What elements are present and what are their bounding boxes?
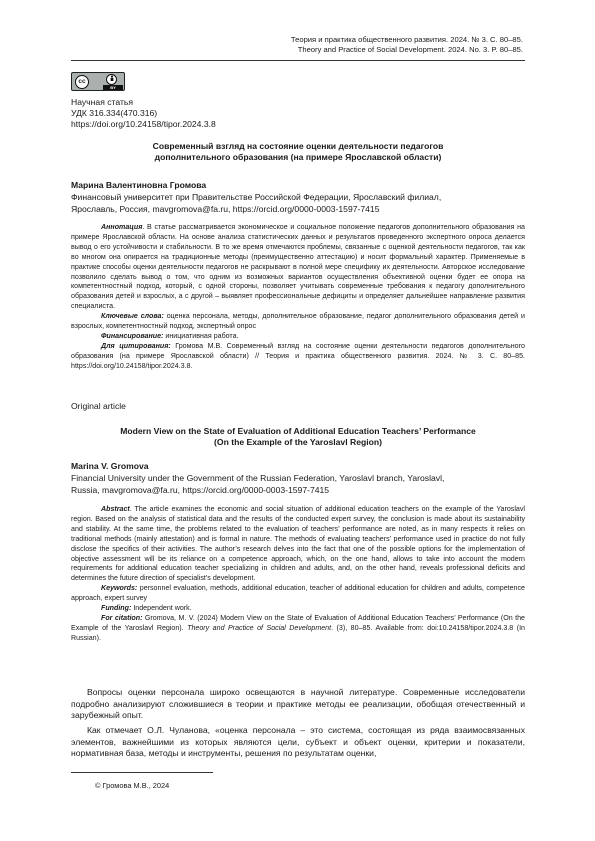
citation-journal-en: Theory and Practice of Social Development: [187, 623, 332, 632]
affil-en-line1: Financial University under the Government of the Russian Federation, Yaroslavl branch, Yaroslavl,: [71, 473, 445, 483]
funding-text-ru: инициативная работа.: [163, 331, 239, 340]
header-line-en: Theory and Practice of Social Development. 2024. No. 3. P. 80–85.: [297, 45, 523, 54]
copyright-footnote: © Громова М.В., 2024: [95, 781, 170, 790]
article-meta-ru: [71, 97, 216, 130]
citation-text-ru: Громова М.В. Современный взгляд на состояние оценки деятельности педагогов дополнительного образования (на примере Ярославской области) // Теория и практика общественного развития. 2024. № 3. С. 80–85. https://doi.org/10.24158/tipor.2024.3.8.: [71, 341, 525, 370]
citation-label-en: For citation:: [101, 613, 143, 622]
abstract-ru: [71, 223, 525, 372]
funding-label-en: Funding:: [101, 604, 132, 613]
body-text-2: Как отмечает О.Л. Чуланова, «оценка персонала – это система, состоящая из ряда взаимосвязанных элементов, важнейшими из которых являются цели, субъект и объект оценки, критерии и показатели, нормативная база, методы и инструменты, решения по результатам оценки,: [71, 725, 525, 759]
article-title-en: [71, 426, 525, 448]
running-header: [291, 35, 523, 55]
body-paragraph-1: [71, 687, 525, 722]
title-ru-line2: дополнительного образования (на примере Ярославской области): [154, 152, 442, 162]
citation-text-en-b: . (3), 80–85. Available from: doi:10.24158/tipor.2024.3.8 (In Russian).: [71, 623, 525, 642]
author-affiliation-en: [71, 473, 527, 496]
affil-en-line2: Russia, mavgromova@fa.ru, https://orcid.org/0000-0003-1597-7415: [71, 484, 330, 495]
affil-ru-line1: Финансовый университет при Правительстве Российской Федерации, Ярославский филиал,: [71, 192, 442, 202]
keywords-label-en: Keywords:: [101, 584, 138, 593]
author-affiliation-ru: [71, 192, 527, 215]
abstract-label-ru: Аннотация: [101, 223, 143, 231]
abstract-en: [71, 505, 525, 644]
title-ru-line1: Современный взгляд на состояние оценки деятельности педагогов: [152, 141, 444, 151]
citation-label-ru: Для цитирования:: [101, 341, 171, 350]
doi-link[interactable]: https://doi.org/10.24158/tipor.2024.3.8: [71, 119, 216, 129]
keywords-text-ru: оценка персонала, методы, дополнительное образование, педагог дополнительного образования детей и взрослых, компетентностный подход, экспертный опрос: [71, 312, 525, 331]
affil-ru-line2: Ярославль, Россия, mavgromova@fa.ru, https://orcid.org/0000-0003-1597-7415: [71, 203, 380, 214]
article-type-ru: Научная статья: [71, 97, 134, 107]
cc-circle-icon: cc: [75, 75, 89, 89]
person-icon: [106, 74, 117, 85]
article-title-ru: [71, 141, 525, 163]
abstract-label-en: Abstract: [101, 505, 130, 513]
author-name-ru: Марина Валентиновна Громова: [71, 180, 207, 190]
funding-text-en: Independent work.: [131, 604, 192, 613]
author-name-en: Marina V. Gromova: [71, 461, 149, 471]
footnote-rule: [71, 772, 213, 773]
body-paragraph-2: [71, 725, 525, 760]
body-text-1: Вопросы оценки персонала широко освещаются в научной литературе. Современные исследователи подробно анализируют сложившиеся в теории и практике методы ее реализации, обобщая отечественный и зарубежный опыт.: [71, 687, 525, 721]
creative-commons-by-icon[interactable]: [71, 72, 125, 91]
by-label: BY: [103, 85, 123, 90]
header-line-ru: Теория и практика общественного развития. 2024. № 3. С. 80–85.: [290, 35, 523, 44]
header-rule: [71, 60, 525, 61]
article-type-en: Original article: [71, 401, 126, 411]
abstract-text-en: . The article examines the economic and social situation of additional education teachers on the example of the Yaroslavl region. Based on the analysis of statistical data and the results of the conducted expert survey, the conclusion is made about its sustainability and stability. At the same time, the problems related to the evaluation of teachers’ performance are noted, as in many respects it relies on traditional methods (mainly attestation) and is formal in nature. The methods of evaluating teachers’ performance used in practice do not fully disclose the specifics of their activities. The author’s research delves into the fact that one of the possible options for the implementation of objective assessment will be its reliance on a competence approach, which, on the one hand, allows to take into account the modern requirements for additional education teacher specializing in children and adults, and, on the other hand, reveals professional deficits and determines the future direction of specialist’s development.: [71, 505, 525, 583]
citation-text-en-a: Gromova, M. V. (2024) Modern View on the State of Evaluation of Additional Education Teachers’ Performance (On the Example of the Yaroslavl Region).: [71, 613, 525, 632]
abstract-text-ru: . В статье рассматривается экономическое и социальное положение педагогов дополнительного образования на примере Ярославской области. На основе анализа статистических данных и результатов проведенного экспертного опроса делается вывод о его устойчивости и стабильности. В то же время отмечаются проблемы, связанные с оценкой деятельности педагогов, так как во многом она опирается на традиционные методы (преимущественно аттестацию) и носит формальный характер. Применяемые в практике способы оценки деятельности педагогов не раскрывают в полной мере специфику их деятельности. Авторское исследование позволило сделать вывод о том, что одним из возможных вариантов осуществления объективной оценки будет ее опора на компетентностный подход, который, с одной стороны, позволяет учитывать современные требования к педагогу дополнительного образования детей и взрослых, а с другой – выявляет профессиональные дефициты и определяет дальнейшее направление развития специалиста.: [71, 223, 525, 311]
keywords-text-en: personnel evaluation, methods, additional education, teacher of additional education for children and adults, competence approach, expert survey: [71, 584, 525, 603]
keywords-label-ru: Ключевые слова:: [101, 312, 164, 321]
title-en-line2: (On the Example of the Yaroslavl Region): [214, 437, 382, 447]
title-en-line1: Modern View on the State of Evaluation of Additional Education Teachers’ Performance: [120, 426, 476, 436]
funding-label-ru: Финансирование:: [101, 331, 164, 340]
udc-code: УДК 316.334(470.316): [71, 108, 158, 118]
